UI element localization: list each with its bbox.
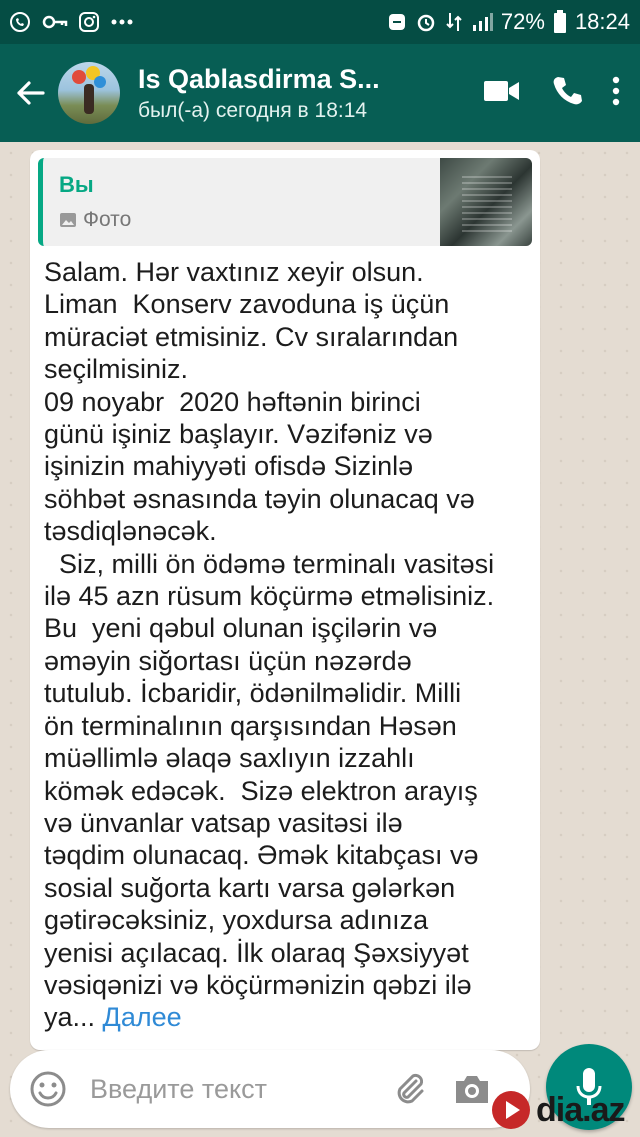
instagram-icon [78,11,100,33]
message-text [30,246,540,1034]
dnd-icon [387,12,407,32]
whatsapp-icon [8,10,32,34]
avatar-balloon [72,70,86,84]
more-options-button[interactable] [612,75,620,112]
message-body: Salam. Hər vaxtınız xeyir olsun. Liman Konserv zavoduna iş üçün müraciət etmisiniz. Cv sıralarından seçilmisiniz. 09 noyabr 2020 həftənin birinci günü işiniz başlayır. Vəzifəniz və işinizin mahiyyəti ofisdə Sizinlə söhbət əsnasında təyin olunacaq və təsdiqlənəcək. Siz, milli ön ödəmə terminalı vasitəsi ilə 45 azn rüsum köçürmə etməlisiniz. Bu yeni qəbul olunan işçilərin və əməyin siğortası üçün nəzərdə tutulub. İcbaridir, ödənilməlidir. Milli ön terminalının qarşısından Həsən müəllimlə əlaqə saxlıyın izzahlı kömək edəcək. Sizə elektron arayış və ünvanlar vatsap vasitəsi ilə təqdim olunacaq. Əmək kitabçası və sosial suğorta kartı varsa gələrkən gətirəcəksiniz, yoxdursa adınıza yenisi açılacaq. İlk olaraq Şəxsiyyət vəsiqənizi və köçürmənizin qəbzi ilə ya... [44,257,495,1033]
watermark-text: dia.az [536,1090,625,1129]
message-bubble[interactable] [30,150,540,1050]
phone-icon [550,74,584,108]
chat-area[interactable] [0,142,640,1137]
status-right-icons [387,9,640,35]
back-button[interactable] [6,69,54,117]
paperclip-icon [392,1071,428,1107]
battery-percent: 72% [500,9,545,34]
video-call-button[interactable] [482,77,522,110]
signal-icon [471,11,493,33]
status-bar [0,0,640,44]
contact-avatar[interactable] [58,62,120,124]
contact-info[interactable] [138,64,482,123]
message-composer [10,1050,530,1128]
more-vert-icon [612,75,620,107]
watermark-logo [492,1091,530,1129]
last-seen: был(-а) сегодня в 18:14 [138,98,368,122]
status-time: 18:24 [574,9,630,34]
read-more-link[interactable]: Далее [102,1002,182,1033]
battery-icon [553,10,567,34]
avatar-balloon [94,76,106,88]
quoted-reply[interactable] [38,158,532,246]
alarm-icon [415,11,437,33]
back-arrow-icon [13,76,47,110]
reply-type [59,208,131,232]
watermark [492,1086,640,1134]
camera-button[interactable] [450,1067,494,1111]
photo-icon [59,212,77,228]
network-icon [445,11,463,33]
more-dots-icon [110,18,134,26]
attach-button[interactable] [390,1069,430,1109]
key-icon [42,11,68,33]
voice-call-button[interactable] [550,74,584,113]
contact-name: Is Qablasdirma S... [138,63,380,94]
reply-author: Вы [59,172,94,197]
avatar-figure [84,84,94,114]
emoji-button[interactable] [26,1067,70,1111]
header-actions [482,74,640,113]
status-left-icons [0,10,134,34]
emoji-icon [28,1069,68,1109]
camera-icon [452,1071,492,1107]
chat-header [0,44,640,142]
message-input[interactable] [88,1073,382,1106]
reply-type-label: Фото [83,208,132,231]
reply-thumbnail [440,158,532,246]
video-camera-icon [482,77,522,105]
